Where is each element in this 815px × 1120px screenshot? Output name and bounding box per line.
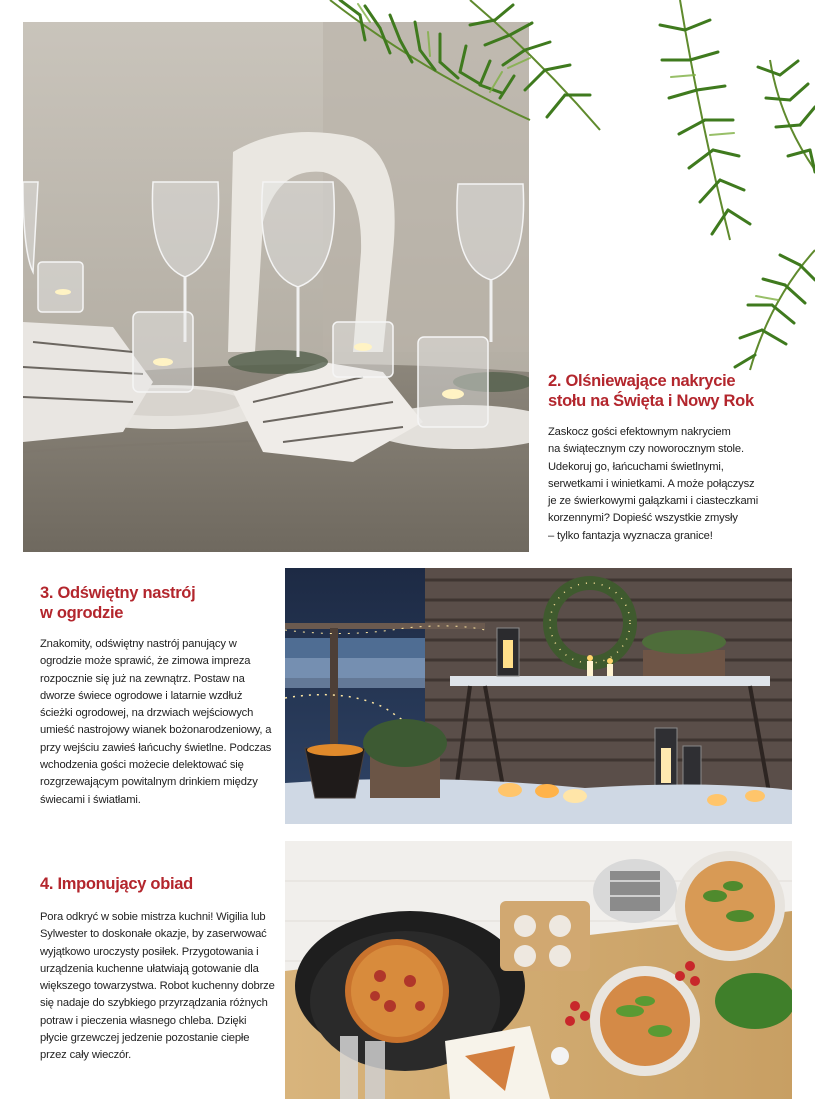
section-2-body-line: – tylko fantazja wyznacza granice!: [548, 529, 713, 542]
section-2-body-line: Udekoruj go, łańcuchami świetlnymi,: [548, 460, 724, 473]
section-2-title: [548, 371, 808, 411]
section-3-body: [40, 636, 280, 809]
section-4-body-line: Pora odkryć w sobie mistrza kuchni! Wigilia lub: [40, 911, 266, 923]
section-4-title-line: 4. Imponujący obiad: [40, 875, 193, 893]
section-2-body-line: korzennymi? Dopieść wszystkie zmysły: [548, 512, 738, 525]
section-4-body-line: płycie grzewczej jedzenie pozostanie ciepłe: [40, 1032, 250, 1045]
section-4-body: [40, 909, 280, 1065]
dinner-spread-photo: [285, 841, 792, 1099]
section-2-title-line: 2. Olśniewające nakrycie: [548, 372, 736, 390]
section-2-title-line: stołu na Święta i Nowy Rok: [548, 392, 754, 410]
winter-garden-photo: [285, 568, 792, 824]
section-4-title: [40, 874, 270, 894]
section-3-body-line: umieść nastrojowy wianek bożonarodzeniowy, a: [40, 724, 272, 737]
section-3-body-line: ścieżki ogrodowej, na drzwiach wejściowych: [40, 707, 254, 720]
section-4-body-line: przez cały wieczór.: [40, 1049, 132, 1062]
section-3-body-line: Znakomity, odświętny nastrój panujący w: [40, 638, 237, 650]
section-2-body-line: serwetkami i winietkami. A może połączysz: [548, 477, 755, 490]
section-4-body-line: potraw i pieczenia własnego chleba. Dzięki: [40, 1014, 247, 1027]
section-4-body-line: się nadaje do szybkiego przyrządzania różnych: [40, 997, 268, 1010]
section-4-body-line: wyjątkowo uroczysty posiłek. Przygotowania i: [40, 945, 259, 958]
section-3-body-line: przy wejściu zawieś łańcuchy świetlne. Podczas: [40, 741, 272, 754]
section-3-title-line: w ogrodzie: [40, 604, 124, 622]
section-3-title-line: 3. Odświętny nastrój: [40, 584, 196, 602]
section-3-body-line: rozpocznie się już na zewnątrz. Postaw na: [40, 672, 245, 685]
spruce-branches-decoration: [300, 0, 815, 380]
section-3-body-line: ogrodzie może sprawić, że zimowa impreza: [40, 655, 251, 668]
section-2-body-line: je ze świerkowymi gałązkami i ciasteczkami: [548, 495, 759, 508]
section-3-body-line: rozgrzewającym powitalnym drinkiem między: [40, 776, 258, 789]
section-3-body-line: dworze świece ogrodowe i latarnie wzdłuż: [40, 689, 243, 702]
section-4-body-line: większego towarzystwa. Robot kuchenny dobrze: [40, 980, 275, 993]
section-3-body-line: świecami i światłami.: [40, 793, 141, 806]
section-3-body-line: wchodzenia gości możecie delektować się: [40, 759, 244, 772]
section-2-body-line: na świątecznym czy noworocznym stole.: [548, 443, 744, 456]
section-2-body: [548, 424, 808, 545]
section-4-body-line: Sylwester to doskonałe okazje, by zaserwować: [40, 928, 267, 941]
section-3-title: [40, 583, 270, 623]
section-4-body-line: urządzenia kuchenne ułatwiają gotowanie dla: [40, 962, 259, 975]
section-2-body-line: Zaskocz gości efektownym nakryciem: [548, 426, 731, 438]
